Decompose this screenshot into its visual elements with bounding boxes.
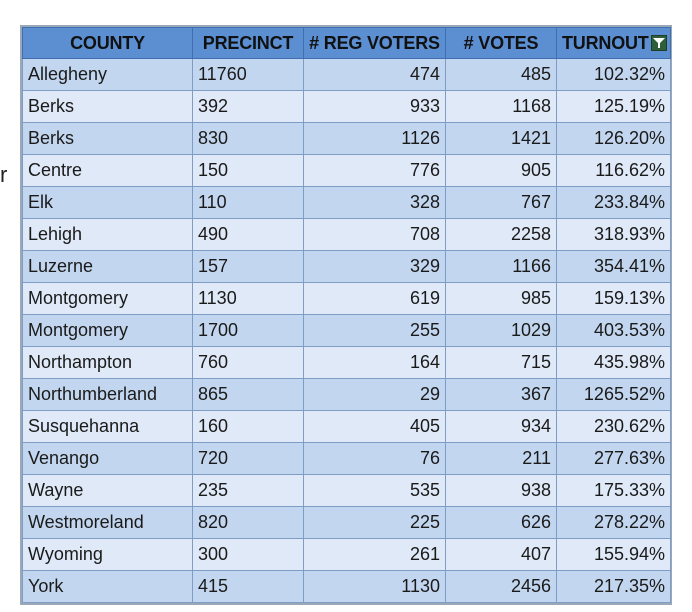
- header-label: # REG VOTERS: [309, 32, 440, 53]
- cell-reg-voters[interactable]: 474: [304, 59, 446, 91]
- cell-reg-voters[interactable]: 164: [304, 347, 446, 379]
- cell-county[interactable]: Northumberland: [23, 379, 193, 411]
- cell-county[interactable]: Luzerne: [23, 251, 193, 283]
- cell-county[interactable]: Northampton: [23, 347, 193, 379]
- column-header-turnout[interactable]: [557, 28, 671, 59]
- cell-turnout[interactable]: 435.98%: [557, 347, 671, 379]
- cell-turnout[interactable]: 278.22%: [557, 507, 671, 539]
- cell-votes[interactable]: 715: [446, 347, 557, 379]
- cell-turnout[interactable]: 175.33%: [557, 475, 671, 507]
- cell-votes[interactable]: 1168: [446, 91, 557, 123]
- cell-turnout[interactable]: 318.93%: [557, 219, 671, 251]
- header-row: [23, 28, 671, 59]
- cell-county[interactable]: Susquehanna: [23, 411, 193, 443]
- cell-reg-voters[interactable]: 776: [304, 155, 446, 187]
- cell-votes[interactable]: 485: [446, 59, 557, 91]
- cell-precinct[interactable]: 490: [193, 219, 304, 251]
- cell-turnout[interactable]: 155.94%: [557, 539, 671, 571]
- header-label: TURNOUT: [562, 32, 649, 53]
- cell-reg-voters[interactable]: 329: [304, 251, 446, 283]
- table-row: [23, 571, 671, 603]
- table-row: [23, 187, 671, 219]
- table-row: [23, 475, 671, 507]
- cell-county[interactable]: Lehigh: [23, 219, 193, 251]
- cell-precinct[interactable]: 300: [193, 539, 304, 571]
- cell-county[interactable]: Centre: [23, 155, 193, 187]
- table-row: [23, 379, 671, 411]
- cell-county[interactable]: Berks: [23, 123, 193, 155]
- table-row: [23, 251, 671, 283]
- voter-turnout-table: [20, 25, 672, 605]
- cell-reg-voters[interactable]: 76: [304, 443, 446, 475]
- cell-county[interactable]: Westmoreland: [23, 507, 193, 539]
- cell-votes[interactable]: 1029: [446, 315, 557, 347]
- filter-icon[interactable]: [651, 35, 667, 51]
- cell-precinct[interactable]: 865: [193, 379, 304, 411]
- cell-precinct[interactable]: 415: [193, 571, 304, 603]
- cell-votes[interactable]: 2456: [446, 571, 557, 603]
- cell-turnout[interactable]: 354.41%: [557, 251, 671, 283]
- header-label: COUNTY: [70, 32, 145, 53]
- cell-reg-voters[interactable]: 708: [304, 219, 446, 251]
- cell-precinct[interactable]: 720: [193, 443, 304, 475]
- column-header-precinct[interactable]: [193, 28, 304, 59]
- table-row: [23, 59, 671, 91]
- cell-county[interactable]: Wayne: [23, 475, 193, 507]
- column-header-votes[interactable]: [446, 28, 557, 59]
- table-row: [23, 411, 671, 443]
- table-row: [23, 123, 671, 155]
- table-row: [23, 507, 671, 539]
- cell-turnout[interactable]: 102.32%: [557, 59, 671, 91]
- cell-precinct[interactable]: 157: [193, 251, 304, 283]
- cell-votes[interactable]: 211: [446, 443, 557, 475]
- cell-turnout[interactable]: 230.62%: [557, 411, 671, 443]
- cell-precinct[interactable]: 830: [193, 123, 304, 155]
- table-row: [23, 539, 671, 571]
- cell-turnout[interactable]: 233.84%: [557, 187, 671, 219]
- cell-reg-voters[interactable]: 255: [304, 315, 446, 347]
- table-row: [23, 315, 671, 347]
- table-row: [23, 283, 671, 315]
- cell-reg-voters[interactable]: 933: [304, 91, 446, 123]
- cell-turnout[interactable]: 116.62%: [557, 155, 671, 187]
- table-row: [23, 347, 671, 379]
- cell-precinct[interactable]: 760: [193, 347, 304, 379]
- cell-county[interactable]: Allegheny: [23, 59, 193, 91]
- column-header-reg-voters[interactable]: [304, 28, 446, 59]
- cell-precinct[interactable]: 235: [193, 475, 304, 507]
- cell-reg-voters[interactable]: 261: [304, 539, 446, 571]
- cell-turnout[interactable]: 277.63%: [557, 443, 671, 475]
- table-row: [23, 443, 671, 475]
- cell-precinct[interactable]: 820: [193, 507, 304, 539]
- cell-precinct[interactable]: 392: [193, 91, 304, 123]
- cell-reg-voters[interactable]: 1126: [304, 123, 446, 155]
- cell-votes[interactable]: 767: [446, 187, 557, 219]
- cell-turnout[interactable]: 403.53%: [557, 315, 671, 347]
- header-label: PRECINCT: [202, 32, 294, 53]
- header-label: # VOTES: [463, 32, 539, 53]
- cell-turnout[interactable]: 1265.52%: [557, 379, 671, 411]
- cell-turnout[interactable]: 125.19%: [557, 91, 671, 123]
- data-table: [22, 27, 671, 603]
- cell-turnout[interactable]: 159.13%: [557, 283, 671, 315]
- cell-turnout[interactable]: 217.35%: [557, 571, 671, 603]
- cell-votes[interactable]: 1166: [446, 251, 557, 283]
- cell-county[interactable]: Elk: [23, 187, 193, 219]
- table-row: [23, 155, 671, 187]
- cell-turnout[interactable]: 126.20%: [557, 123, 671, 155]
- cell-reg-voters[interactable]: 1130: [304, 571, 446, 603]
- cell-precinct[interactable]: 110: [193, 187, 304, 219]
- cell-reg-voters[interactable]: 619: [304, 283, 446, 315]
- cell-county[interactable]: Montgomery: [23, 283, 193, 315]
- cell-reg-voters[interactable]: 225: [304, 507, 446, 539]
- cell-precinct[interactable]: 1130: [193, 283, 304, 315]
- cell-votes[interactable]: 407: [446, 539, 557, 571]
- cell-votes[interactable]: 934: [446, 411, 557, 443]
- column-header-county[interactable]: [23, 28, 193, 59]
- cell-votes[interactable]: 938: [446, 475, 557, 507]
- table-body: [23, 59, 671, 603]
- cell-county[interactable]: Venango: [23, 443, 193, 475]
- table-row: [23, 91, 671, 123]
- cell-votes[interactable]: 626: [446, 507, 557, 539]
- cell-precinct[interactable]: 160: [193, 411, 304, 443]
- cell-county[interactable]: Berks: [23, 91, 193, 123]
- cell-precinct[interactable]: 11760: [193, 59, 304, 91]
- cell-reg-voters[interactable]: 535: [304, 475, 446, 507]
- cell-votes[interactable]: 2258: [446, 219, 557, 251]
- cell-precinct[interactable]: 150: [193, 155, 304, 187]
- cell-reg-voters[interactable]: 328: [304, 187, 446, 219]
- cell-precinct[interactable]: 1700: [193, 315, 304, 347]
- cell-votes[interactable]: 367: [446, 379, 557, 411]
- cell-county[interactable]: Wyoming: [23, 539, 193, 571]
- cell-votes[interactable]: 1421: [446, 123, 557, 155]
- cell-votes[interactable]: 985: [446, 283, 557, 315]
- stray-character: r: [0, 162, 8, 187]
- cell-county[interactable]: Montgomery: [23, 315, 193, 347]
- cell-votes[interactable]: 905: [446, 155, 557, 187]
- cell-reg-voters[interactable]: 405: [304, 411, 446, 443]
- table-header: [23, 28, 671, 59]
- table-row: [23, 219, 671, 251]
- cell-county[interactable]: York: [23, 571, 193, 603]
- cell-reg-voters[interactable]: 29: [304, 379, 446, 411]
